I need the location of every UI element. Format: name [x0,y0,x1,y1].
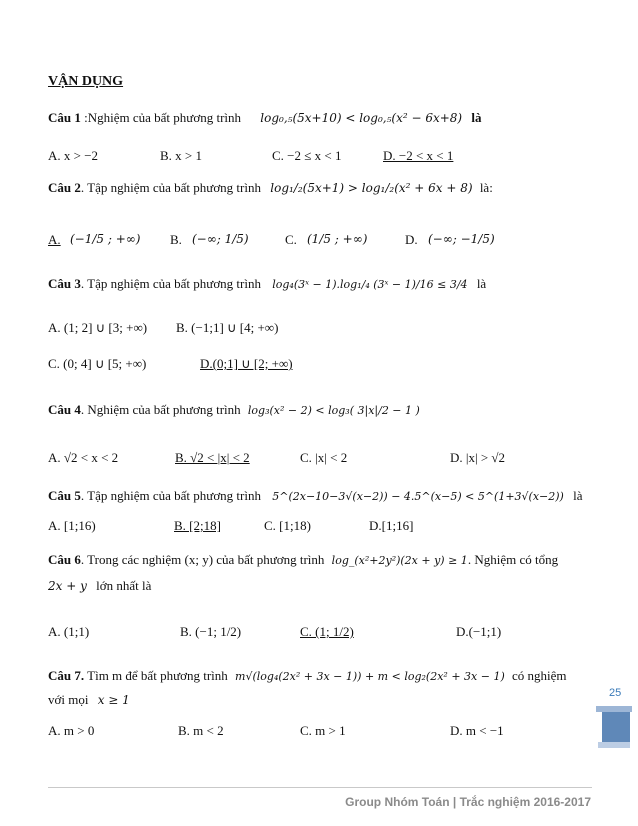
q6-option-a: A. (1;1) [48,624,90,639]
question-3-label: Câu 3 [48,276,81,291]
q2-option-d-letter: D. [405,232,418,247]
q7-option-b: B. m < 2 [178,723,224,738]
question-3-text: . Tập nghiệm của bất phương trình [80,276,261,291]
q3-option-b: B. (−1;1] ∪ [4; +∞) [176,320,279,335]
q7-option-d: D. m < −1 [450,723,504,738]
q2-option-a-letter: A. [48,232,61,247]
q2-option-d-value: (−∞; −1/5) [428,232,495,246]
question-1-math: log₀,₅(5x+10) < log₀,₅(x² − 6x+8) [260,111,463,125]
question-6-label: Câu 6 [48,552,81,567]
question-1-tail: là [471,110,482,125]
question-2 [48,180,493,196]
q6-option-d: D.(−1;1) [456,624,502,639]
question-4-math: log₃(x² − 2) < log₃( 3|x|/2 − 1 ) [247,404,420,417]
question-1-label: Câu 1 [48,110,81,125]
q6-option-c: C. (1; 1/2) [300,624,354,639]
question-2-text: . Tập nghiệm của bất phương trình [80,180,261,195]
q6-option-b: B. (−1; 1/2) [180,624,242,639]
q4-option-b: B. √2 < |x| < 2 [175,450,250,465]
q3-option-c: C. (0; 4] ∪ [5; +∞) [48,356,147,371]
q2-option-a-value: (−1/5 ; +∞) [70,232,141,246]
q4-option-a: A. √2 < x < 2 [48,450,119,465]
q2-option-b-value: (−∞; 1/5) [192,232,249,246]
question-6 [48,552,558,568]
question-5-tail: là [573,488,583,503]
question-6-line2-text: lớn nhất là [96,578,152,593]
q4-option-c: C. |x| < 2 [300,450,348,465]
question-2-tail: là: [479,180,493,195]
page-number: 25 [609,687,622,699]
question-2-label: Câu 2 [48,180,81,195]
question-6-text: . Trong các nghiệm (x; y) của bất phương trình [80,552,325,567]
question-5-text: . Tập nghiệm của bất phương trình [80,488,261,503]
q1-option-b: B. x > 1 [160,148,203,163]
footer-text: Group Nhóm Toán | Trắc nghiệm 2016-2017 [345,795,591,809]
question-1-text: :Nghiệm của bất phương trình [80,110,242,125]
question-7-label: Câu 7. [48,668,85,683]
footer-divider [48,787,592,788]
question-7-line-2 [48,692,130,708]
q5-option-b: B. [2;18] [174,518,221,533]
q3-option-a: A. (1; 2] ∪ [3; +∞) [48,320,148,335]
question-3 [48,276,486,292]
question-7-tail: có nghiệm [512,668,567,683]
q2-option-c-letter: C. [285,232,297,247]
q5-option-a: A. [1;16) [48,518,96,533]
question-6-line-2 [48,578,151,594]
question-6-line2-math: 2x + y [48,579,87,593]
question-5-label: Câu 5 [48,488,81,503]
question-7-line2-math: x ≥ 1 [97,693,130,707]
question-1 [48,110,482,126]
question-7-math: m√(log₄(2x² + 3x − 1)) + m < log₂(2x² + 3x − 1) [235,670,505,683]
page-tab-decoration-bottom [598,742,630,748]
question-6-tail: . Nghiệm có tổng [467,552,559,567]
question-4 [48,402,420,418]
q4-option-d: D. |x| > √2 [450,450,506,465]
question-3-math: log₄(3ˣ − 1).log₁/₄ (3ˣ − 1)/16 ≤ 3/4 [272,278,468,291]
page-tab-decoration [602,712,630,742]
question-5 [48,488,583,504]
q1-option-c: C. −2 ≤ x < 1 [272,148,342,163]
question-4-label: Câu 4 [48,402,81,417]
q5-option-d: D.[1;16] [369,518,414,533]
question-7-line2-text: với mọi [48,692,89,707]
q5-option-c: C. [1;18) [264,518,311,533]
q2-option-c-value: (1/5 ; +∞) [307,232,368,246]
q3-option-d: D.(0;1] ∪ [2; +∞) [200,356,293,371]
question-7-text: Tìm m để bất phương trình [84,668,228,683]
q2-option-b-letter: B. [170,232,182,247]
question-5-math: 5^(2x−10−3√(x−2)) − 4.5^(x−5) < 5^(1+3√(x−2)) [272,490,564,503]
q1-option-a: A. x > −2 [48,148,99,163]
section-heading: VẬN DỤNG [48,74,124,89]
question-6-math: log_(x²+2y²)(2x + y) ≥ 1 [331,554,468,567]
q7-option-c: C. m > 1 [300,723,346,738]
question-2-math: log₁/₂(5x+1) > log₁/₂(x² + 6x + 8) [270,181,473,195]
q1-option-d: D. −2 < x < 1 [383,148,454,163]
question-7 [48,668,567,684]
q7-option-a: A. m > 0 [48,723,95,738]
question-4-text: . Nghiệm của bất phương trình [80,402,241,417]
question-3-tail: là [476,276,487,291]
